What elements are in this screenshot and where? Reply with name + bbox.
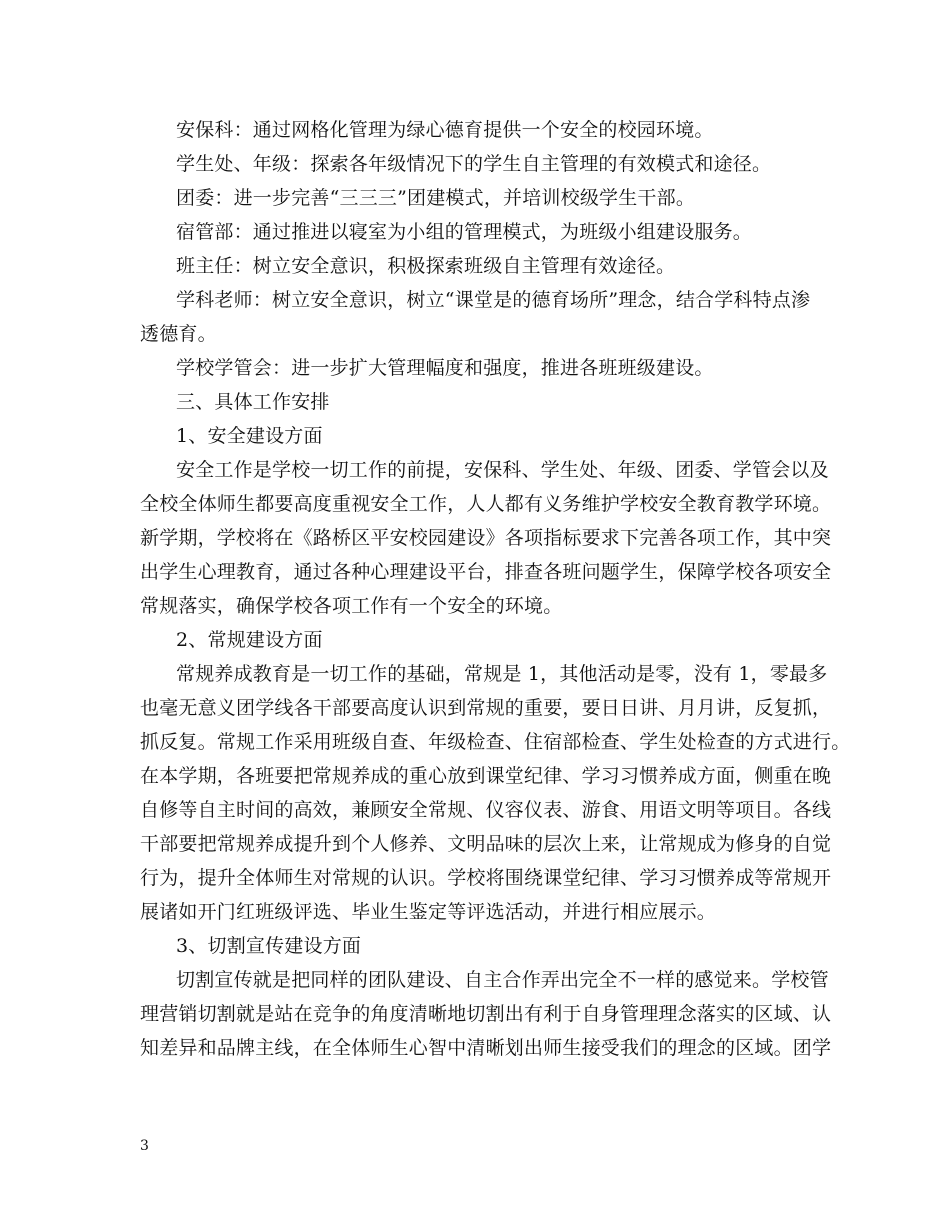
paragraph-line: 行为，提升全体师生对常规的认识。学校将围绕课堂纪律、学习习惯养成等常规开 xyxy=(140,867,832,889)
paragraph-line: 理营销切割就是站在竞争的角度清晰地切割出有利于自身管理理念落实的区域、认 xyxy=(140,1003,832,1025)
subsection-heading: 1、安全建设方面 xyxy=(176,425,323,447)
paragraph-line: 安保科：通过网格化管理为绿心德育提供一个安全的校园环境。 xyxy=(176,119,714,141)
paragraph-line: 透德育。 xyxy=(140,323,217,345)
paragraph-line: 抓反复。常规工作采用班级自查、年级检查、住宿部检查、学生处检查的方式进行。 xyxy=(140,731,851,753)
subsection-heading: 3、切割宣传建设方面 xyxy=(176,935,362,957)
paragraph-line: 学校学管会：进一步扩大管理幅度和强度，推进各班班级建设。 xyxy=(176,357,714,379)
paragraph-line: 班主任：树立安全意识，积极探索班级自主管理有效途径。 xyxy=(176,255,676,277)
paragraph-line: 常规落实，确保学校各项工作有一个安全的环境。 xyxy=(140,595,563,617)
paragraph-line: 学生处、年级：探索各年级情况下的学生自主管理的有效模式和途径。 xyxy=(176,153,772,175)
paragraph-line: 新学期，学校将在《路桥区平安校园建设》各项指标要求下完善各项工作，其中突 xyxy=(140,527,832,549)
paragraph-line: 团委：进一步完善“三三三”团建模式，并培训校级学生干部。 xyxy=(176,187,696,209)
paragraph-line: 常规养成教育是一切工作的基础，常规是 1，其他活动是零，没有 1，零最多 xyxy=(176,663,828,685)
paragraph-line: 在本学期，各班要把常规养成的重心放到课堂纪律、学习习惯养成方面，侧重在晚 xyxy=(140,765,832,787)
paragraph-line: 展诸如开门红班级评选、毕业生鉴定等评选活动，并进行相应展示。 xyxy=(140,901,717,923)
paragraph-line: 宿管部：通过推进以寝室为小组的管理模式，为班级小组建设服务。 xyxy=(176,221,753,243)
section-heading: 三、具体工作安排 xyxy=(176,391,330,413)
paragraph-line: 切割宣传就是把同样的团队建设、自主合作弄出完全不一样的感觉来。学校管 xyxy=(176,969,829,991)
paragraph-line: 也毫无意义团学线各干部要高度认识到常规的重要，要日日讲、月月讲，反复抓， xyxy=(140,697,832,719)
paragraph-line: 知差异和品牌主线，在全体师生心智中清晰划出师生接受我们的理念的区域。团学 xyxy=(140,1037,832,1059)
paragraph-line: 自修等自主时间的高效，兼顾安全常规、仪容仪表、游食、用语文明等项目。各线 xyxy=(140,799,832,821)
paragraph-line: 全校全体师生都要高度重视安全工作，人人都有义务维护学校安全教育教学环境。 xyxy=(140,493,832,515)
paragraph-line: 学科老师：树立安全意识，树立“课堂是的德育场所”理念，结合学科特点渗 xyxy=(176,289,811,311)
page-number: 3 xyxy=(140,1138,149,1154)
paragraph-line: 安全工作是学校一切工作的前提，安保科、学生处、年级、团委、学管会以及 xyxy=(176,459,829,481)
paragraph-line: 出学生心理教育，通过各种心理建设平台，排查各班问题学生，保障学校各项安全 xyxy=(140,561,832,583)
paragraph-line: 干部要把常规养成提升到个人修养、文明品味的层次上来，让常规成为修身的自觉 xyxy=(140,833,832,855)
subsection-heading: 2、常规建设方面 xyxy=(176,629,323,651)
